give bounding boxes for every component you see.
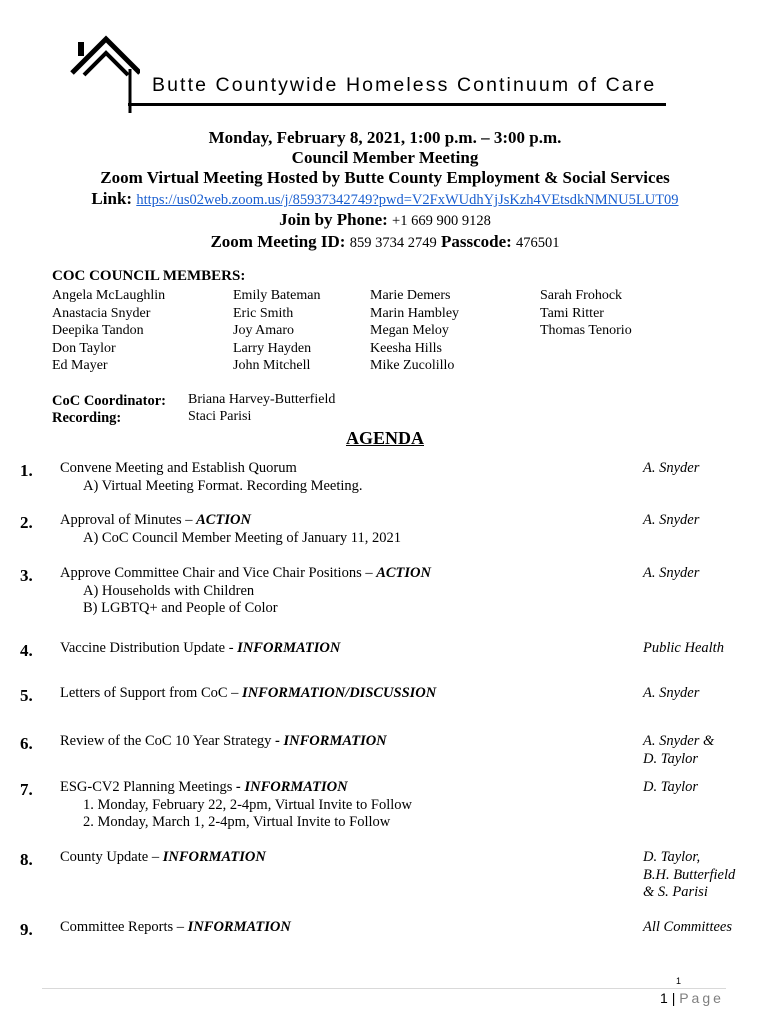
members-column-3 bbox=[370, 287, 459, 375]
agenda-presenter bbox=[643, 733, 714, 768]
agenda-presenter bbox=[643, 685, 699, 703]
agenda-item bbox=[60, 460, 363, 495]
page-number bbox=[660, 990, 724, 1006]
house-roof-icon bbox=[70, 33, 140, 113]
meeting-id-line bbox=[0, 232, 770, 252]
passcode-label: Passcode: bbox=[440, 232, 512, 251]
presenter-name: D. Taylor bbox=[643, 750, 699, 767]
meeting-date: Monday, February 8, 2021, 1:00 p.m. – 3:00 p.m. bbox=[208, 128, 562, 147]
agenda-item bbox=[60, 512, 401, 547]
member-name: Joy Amaro bbox=[233, 323, 295, 338]
agenda-item-title: Review of the CoC 10 Year Strategy bbox=[60, 733, 276, 749]
phone-number: +1 669 900 9128 bbox=[392, 213, 491, 229]
link-line bbox=[0, 189, 770, 209]
agenda-item-tag: INFORMATION bbox=[187, 919, 291, 935]
zoom-link[interactable]: https://us02web.zoom.us/j/85937342749?pwd=V2FxWUdhYjJsKzh4VEtsdkNMNU5LUT09 bbox=[136, 192, 679, 208]
header-rule bbox=[128, 103, 666, 106]
member-name: Angela McLaughlin bbox=[52, 288, 166, 303]
agenda-number: 4. bbox=[20, 641, 33, 660]
organization-title: Butte Countywide Homeless Continuum of Care bbox=[152, 74, 657, 96]
agenda-number: 5. bbox=[20, 686, 33, 705]
members-column-1 bbox=[52, 287, 165, 375]
member-name: Larry Hayden bbox=[233, 340, 312, 356]
member-name: Ed Mayer bbox=[52, 358, 108, 373]
member-name: Emily Bateman bbox=[233, 288, 321, 303]
page-number-value: 1 bbox=[660, 990, 668, 1006]
agenda-subitem: 2. Monday, March 1, 2-4pm, Virtual Invite to Follow bbox=[83, 814, 391, 830]
agenda-item-tag: ACTION bbox=[196, 512, 251, 528]
presenter-name: Public Health bbox=[643, 640, 724, 656]
presenter-name: A. Snyder bbox=[643, 685, 700, 701]
agenda-item bbox=[60, 640, 340, 658]
agenda-number: 6. bbox=[20, 734, 33, 753]
agenda-number: 9. bbox=[20, 920, 33, 939]
presenter-name: A. Snyder bbox=[643, 460, 700, 476]
agenda-item-title: Vaccine Distribution Update - bbox=[60, 640, 238, 656]
agenda-number: 2. bbox=[20, 513, 33, 532]
presenter-name: A. Snyder bbox=[643, 512, 700, 528]
agenda-subitem: 1. Monday, February 22, 2-4pm, Virtual Invite to Follow bbox=[83, 796, 412, 813]
agenda-number: 8. bbox=[20, 850, 33, 869]
agenda-subitem: A) CoC Council Member Meeting of January 11, 2021 bbox=[83, 529, 402, 546]
recording-name: Staci Parisi bbox=[188, 409, 252, 424]
footer-rule bbox=[42, 988, 726, 989]
members-heading: COC COUNCIL MEMBERS: bbox=[52, 268, 246, 284]
member-name: Megan Meloy bbox=[370, 323, 449, 338]
meeting-id-label: Zoom Meeting ID: bbox=[210, 232, 346, 251]
presenter-name: B.H. Butterfield bbox=[643, 866, 736, 883]
presenter-name: A. Snyder & bbox=[643, 733, 715, 749]
agenda-item bbox=[60, 779, 412, 832]
agenda-number: 1. bbox=[20, 461, 33, 480]
agenda-subitem: A) Households with Children bbox=[83, 582, 255, 599]
agenda-item-tag: INFORMATION bbox=[237, 640, 341, 656]
member-name: Anastacia Snyder bbox=[52, 305, 151, 321]
agenda-number: 3. bbox=[20, 566, 33, 585]
agenda-item bbox=[60, 733, 387, 751]
passcode: 476501 bbox=[516, 235, 560, 251]
agenda-item bbox=[60, 565, 431, 618]
agenda-item-tag: - INFORMATION bbox=[275, 733, 387, 749]
member-name: Eric Smith bbox=[233, 305, 294, 321]
meeting-host: Zoom Virtual Meeting Hosted by Butte County Employment & Social Services bbox=[100, 168, 670, 187]
agenda-subitem: A) Virtual Meeting Format. Recording Meeting. bbox=[83, 477, 363, 494]
member-name: Marie Demers bbox=[370, 288, 451, 303]
presenter-name: & S. Parisi bbox=[643, 884, 708, 900]
agenda-item bbox=[60, 919, 291, 937]
member-name: Tami Ritter bbox=[540, 305, 604, 321]
agenda-presenter bbox=[643, 512, 699, 530]
agenda-item-tag: - INFORMATION bbox=[236, 779, 348, 795]
member-name: Deepika Tandon bbox=[52, 323, 144, 338]
members-column-2 bbox=[233, 287, 320, 375]
agenda-presenter bbox=[643, 460, 699, 478]
agenda-item-tag: INFORMATION bbox=[162, 849, 266, 865]
agenda-item-title: County Update – bbox=[60, 849, 163, 865]
agenda-presenter bbox=[643, 919, 732, 937]
agenda-item-tag: ACTION bbox=[376, 565, 432, 581]
page-word: Page bbox=[679, 990, 724, 1006]
presenter-name: A. Snyder bbox=[643, 565, 700, 581]
agenda-item bbox=[60, 849, 266, 867]
member-name: Sarah Frohock bbox=[540, 288, 623, 303]
agenda-item-title: Letters of Support from CoC – bbox=[60, 685, 243, 701]
agenda-presenter bbox=[643, 640, 724, 658]
member-name: Keesha Hills bbox=[370, 340, 442, 356]
link-label: Link: bbox=[91, 189, 133, 208]
recording-label: Recording: bbox=[52, 410, 122, 426]
member-name: Don Taylor bbox=[52, 340, 116, 356]
presenter-name: D. Taylor bbox=[643, 779, 699, 795]
agenda-item-title: Committee Reports – bbox=[60, 919, 188, 935]
agenda-presenter bbox=[643, 779, 698, 797]
agenda-item-title: Approve Committee Chair and Vice Chair Positions – bbox=[60, 565, 377, 581]
agenda-item-title: ESG-CV2 Planning Meetings bbox=[60, 779, 237, 795]
phone-line bbox=[0, 210, 770, 230]
meeting-title: Council Member Meeting bbox=[291, 148, 479, 167]
meeting-id: 859 3734 2749 bbox=[349, 235, 437, 251]
agenda-item-title: Approval of Minutes – bbox=[60, 512, 197, 528]
member-name: Mike Zucolillo bbox=[370, 358, 455, 373]
member-name: Thomas Tenorio bbox=[540, 323, 632, 338]
agenda-item-tag: INFORMATION/DISCUSSION bbox=[242, 685, 437, 701]
agenda-item-title: Convene Meeting and Establish Quorum bbox=[60, 460, 297, 476]
agenda-subitem: B) LGBTQ+ and People of Color bbox=[83, 600, 278, 616]
coordinator-name: Briana Harvey-Butterfield bbox=[188, 392, 336, 407]
page-separator: | bbox=[671, 990, 676, 1006]
agenda-heading: AGENDA bbox=[345, 428, 424, 448]
presenter-name: D. Taylor, bbox=[643, 849, 701, 865]
agenda-presenter bbox=[643, 565, 699, 583]
agenda-presenter bbox=[643, 849, 735, 902]
member-name: Marin Hambley bbox=[370, 305, 460, 321]
member-name: John Mitchell bbox=[233, 358, 311, 373]
phone-label: Join by Phone: bbox=[279, 210, 388, 229]
agenda-item bbox=[60, 685, 436, 703]
agenda-number: 7. bbox=[20, 780, 33, 799]
coordinator-label: CoC Coordinator: bbox=[52, 393, 166, 409]
footnote-number: 1 bbox=[676, 976, 682, 986]
members-column-4 bbox=[540, 287, 632, 340]
presenter-name: All Committees bbox=[643, 919, 733, 935]
